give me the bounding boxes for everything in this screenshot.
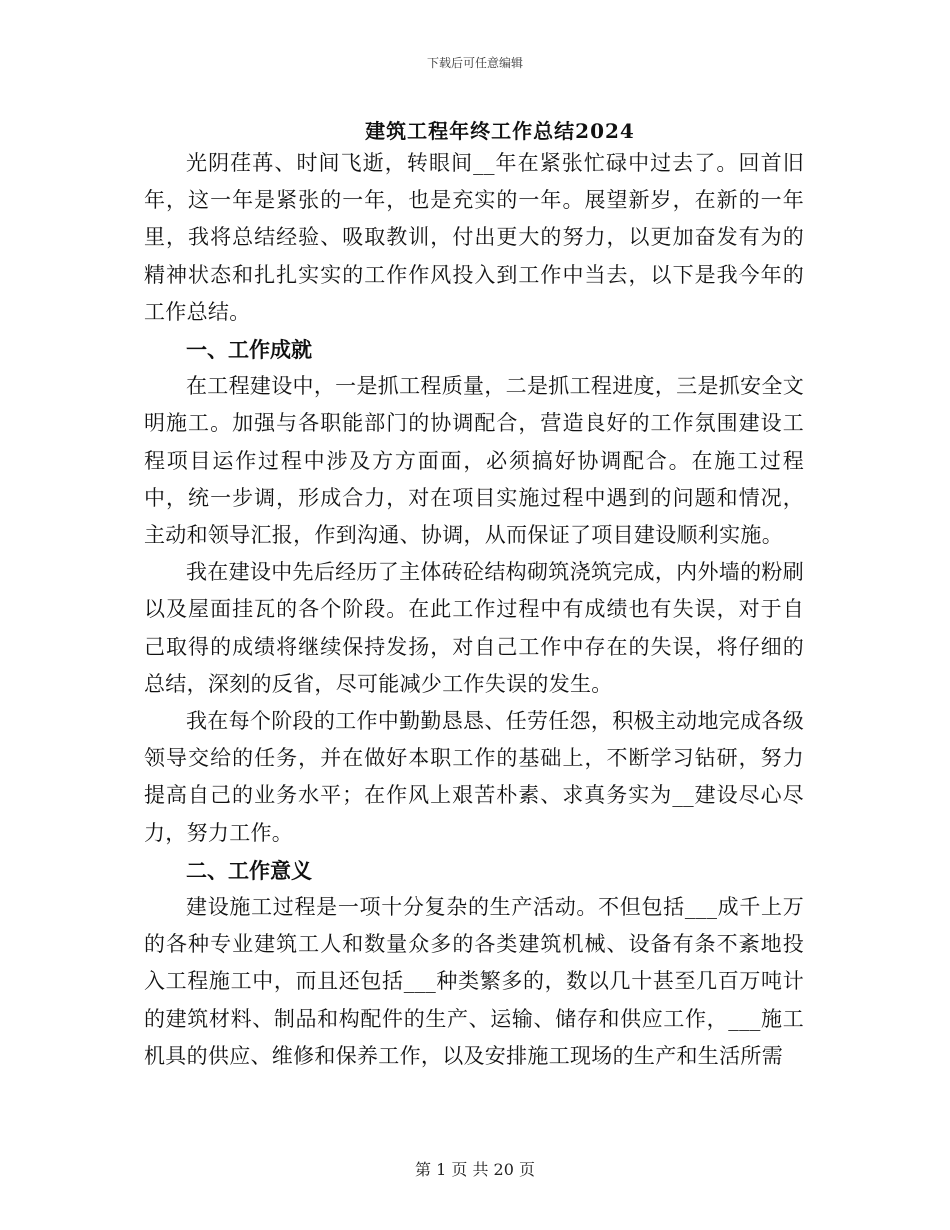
paragraph-intro: 光阴荏苒、时间飞逝，转眼间__年在紧张忙碌中过去了。回首旧年，这一年是紧张的一年，也是充实的一年。展望新岁，在新的一年里，我将总结经验、吸取教训，付出更大的努力，以更加奋发有为的精神状态和扎扎实实的工作作风投入到工作中当去，以下是我今年的工作总结。	[144, 151, 804, 324]
document-title: 建筑工程年终工作总结2024	[365, 119, 635, 143]
document-body	[144, 145, 804, 1075]
paragraph-achievements-2: 我在建设中先后经历了主体砖砼结构砌筑浇筑完成，内外墙的粉刷以及屋面挂瓦的各个阶段。在此工作过程中有成绩也有失误，对于自己取得的成绩将继续保持发扬，对自己工作中存在的失误，将仔细的总结，深刻的反省，尽可能减少工作失误的发生。	[144, 560, 804, 696]
page-number-footer: 第 1 页 共 20 页	[415, 1160, 535, 1179]
section-heading-achievements: 一、工作成就	[186, 337, 312, 363]
paragraph-achievements-3: 我在每个阶段的工作中勤勤恳恳、任劳任怨，积极主动地完成各级领导交给的任务，并在做好本职工作的基础上，不断学习钻研，努力提高自己的业务水平；在作风上艰苦朴素、求真务实为__建设尽心尽力，努力工作。	[144, 709, 804, 845]
section-heading-significance: 二、工作意义	[186, 857, 312, 883]
paragraph-significance-1: 建设施工过程是一项十分复杂的生产活动。不但包括___成千上万的各种专业建筑工人和数量众多的各类建筑机械、设备有条不紊地投入工程施工中，而且还包括___种类繁多的，数以几十甚至几百万吨计的建筑材料、制品和构配件的生产、运输、储存和供应工作，___施工机具的供应、维修和保养工作，以及安排施工现场的生产和生活所需	[144, 895, 804, 1068]
paragraph-achievements-1: 在工程建设中，一是抓工程质量，二是抓工程进度，三是抓安全文明施工。加强与各职能部门的协调配合，营造良好的工作氛围建设工程项目运作过程中涉及方方面面，必须搞好协调配合。在施工过程中，统一步调，形成合力，对在项目实施过程中遇到的问题和情况，主动和领导汇报，作到沟通、协调，从而保证了项目建设顺利实施。	[144, 374, 804, 548]
header-note: 下载后可任意编辑	[426, 56, 523, 70]
